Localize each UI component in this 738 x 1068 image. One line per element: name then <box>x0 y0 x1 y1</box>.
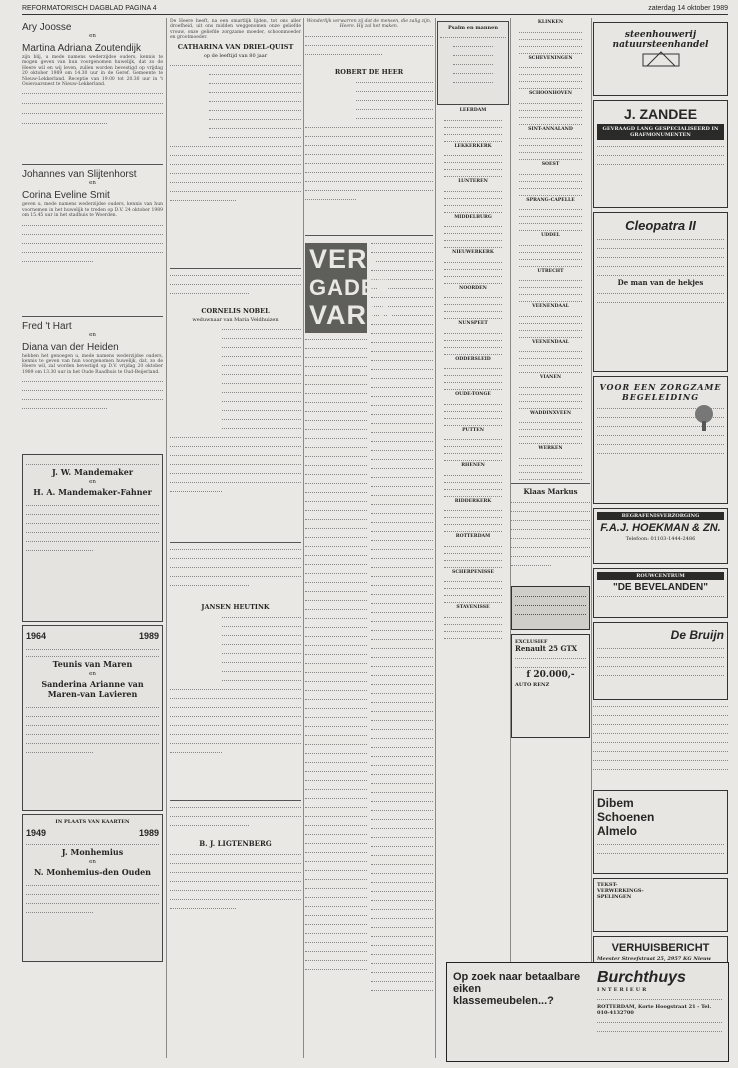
ad-exclusief-company: AUTO RENZ <box>515 681 550 688</box>
service-line <box>519 39 582 40</box>
ad-steenhouwerij <box>593 22 728 96</box>
service-line <box>444 283 502 284</box>
ad-tekst <box>593 878 728 932</box>
anniversary-name: J. Monhemius <box>61 847 124 858</box>
anniversary-name: H. A. Mandemaker-Fahner <box>33 487 152 498</box>
ad-cleopatra <box>593 212 728 372</box>
ad-hoekman-banner <box>597 512 724 520</box>
service-line <box>519 67 582 68</box>
service-line <box>519 117 582 118</box>
service-line <box>444 418 502 419</box>
service-line <box>519 145 582 146</box>
church-location: MIDDELBURG <box>454 214 492 220</box>
service-line <box>444 198 502 199</box>
service-line <box>519 422 582 423</box>
announcement-text: hebben het genoegen u, mede namens wederzijdse ouders, kennis te geven van hun voorgenomen huwelijk, dat, zo de Heere wil, zal worden bevestigd op D.V. vrijdag 20 oktober 1989 om 13.30 uur in het Oude Raadhuis te Oud-Beijerland. <box>22 353 163 375</box>
service-line <box>444 624 502 625</box>
text-block <box>170 549 301 601</box>
church-location: PUTTEN <box>462 427 484 433</box>
service-line <box>444 489 502 490</box>
service-line <box>444 617 502 618</box>
column-divider <box>166 18 167 1058</box>
church-location: NIEUWERKERK <box>452 250 494 255</box>
page-header <box>22 3 728 15</box>
service-line <box>519 103 582 104</box>
ad-line: steenhouwerij <box>624 30 697 40</box>
vergader-varia-banner <box>305 243 397 333</box>
announcement-name: Fred 't Hart <box>22 320 72 332</box>
anniversary-name: N. Monhemius-den Ouden <box>34 867 151 878</box>
anniversary-box <box>22 625 163 811</box>
church-location: ODDERSLEID <box>455 356 491 362</box>
service-line <box>444 155 502 156</box>
service-line <box>519 472 582 473</box>
anniversary-box <box>22 814 163 962</box>
church-location: LEKKERKERK <box>454 143 492 149</box>
service-line <box>444 240 502 241</box>
text-block <box>22 225 163 313</box>
ad-begeleiding <box>593 376 728 504</box>
service-line <box>444 475 502 476</box>
service-line <box>519 181 582 182</box>
ad-tekst-line: TEKST- <box>597 882 618 888</box>
service-line <box>444 560 502 561</box>
service-line <box>519 323 582 324</box>
divider <box>22 164 163 165</box>
service-line <box>444 347 502 348</box>
ad-zandee <box>593 100 728 208</box>
obituary-intro: De Heere heeft, na een smartlijk lijden, tot ons aller droefheid, uit ons midden weggenomen onze geliefde vrouw, onze geliefde zorgzame moeder, schoonmoeder en grootmoeder. <box>170 19 301 41</box>
church-location: VEENENDAAL <box>532 339 569 345</box>
service-line <box>519 458 582 459</box>
service-line <box>444 262 502 263</box>
service-line <box>444 375 502 376</box>
church-location: VIANEN <box>539 375 562 380</box>
service-line <box>444 120 502 121</box>
psalm-box <box>437 21 509 105</box>
announcement-name: Ary Joosse <box>22 22 72 33</box>
service-line <box>519 188 582 189</box>
text-block <box>511 502 590 582</box>
service-line <box>444 460 502 461</box>
church-location: NUNSPEET <box>458 321 488 326</box>
church-location: SCHERPENISSE <box>452 569 494 575</box>
obituary-sub: weduwnaar van Maria Veldhuizen <box>192 316 279 323</box>
church-location: SCHEVENINGEN <box>528 55 573 61</box>
year-row <box>26 826 159 840</box>
anniversary-conjunction: en <box>89 671 96 678</box>
service-line <box>444 226 502 227</box>
vergader-section <box>305 239 433 989</box>
year-end: 1989 <box>138 828 159 839</box>
anniversary-conjunction: en <box>89 479 96 486</box>
column-announcements <box>22 18 163 1058</box>
box-title: IN PLAATS VAN KAARTEN <box>55 819 130 826</box>
ad-rouwcentrum-title: ROUWCENTRUM <box>636 573 685 579</box>
service-line <box>444 439 502 440</box>
column-ads <box>593 18 728 1058</box>
service-line <box>519 174 582 175</box>
announcement-conjunction: en <box>89 180 96 187</box>
service-line <box>444 340 502 341</box>
service-line <box>519 429 582 430</box>
church-location: WADDINXVEEN <box>529 410 572 416</box>
ad-exclusief <box>511 634 590 738</box>
service-line <box>444 169 502 170</box>
church-location: SPRANG-CAPELLE <box>526 197 575 203</box>
ad-tekst-line: VERWERKINGS- <box>597 888 644 894</box>
ad-exclusief-price: f 20.000,- <box>526 669 575 680</box>
obituary-name: JANSEN HEUTINK <box>201 602 270 611</box>
church-location: UDDEL <box>541 233 560 238</box>
tree-icon <box>684 404 724 432</box>
text-block <box>170 617 301 797</box>
year-start: 1949 <box>26 828 47 839</box>
service-line <box>519 479 582 480</box>
service-line <box>519 138 582 139</box>
service-line <box>519 88 582 89</box>
service-line <box>519 287 582 288</box>
divider <box>305 235 433 236</box>
service-line <box>444 141 502 142</box>
service-line <box>444 638 502 639</box>
meeting-listings <box>371 239 433 979</box>
meeting-listings <box>305 339 367 989</box>
year-row <box>26 629 159 643</box>
service-line <box>444 233 502 234</box>
service-line <box>519 46 582 47</box>
ad-begeleiding-title: VOOR EEN ZORGZAME BEGELEIDING <box>599 382 722 402</box>
divider <box>511 483 590 484</box>
service-line <box>519 387 582 388</box>
paper-date: zaterdag 14 oktober 1989 <box>648 5 728 12</box>
service-line <box>444 304 502 305</box>
service-line <box>519 294 582 295</box>
text-block <box>22 381 163 451</box>
ad-hoekman-name: F.A.J. HOEKMAN & ZN. <box>600 522 721 534</box>
service-line <box>444 546 502 547</box>
anniversary-name: Sanderina Arianne van Maren-van Lavieren <box>41 679 144 700</box>
ad-rouwcentrum <box>593 568 728 618</box>
service-line <box>519 358 582 359</box>
column-divider <box>591 18 592 1058</box>
ad-cleopatra-name: Cleopatra II <box>625 218 696 233</box>
service-line <box>444 205 502 206</box>
service-line <box>444 588 502 589</box>
banner-word: VARIA <box>309 299 397 330</box>
ad-burchthuys <box>446 962 729 1062</box>
service-line <box>519 195 582 196</box>
obituary-name: CATHARINA VAN DRIEL-QUIST <box>177 42 294 51</box>
service-line <box>444 212 502 213</box>
obituary-name: CORNELIS NOBEL <box>201 306 270 315</box>
obituary-sub: op de leeftijd van 80 jaar <box>203 52 268 59</box>
service-line <box>519 266 582 267</box>
service-line <box>444 297 502 298</box>
divider <box>22 316 163 317</box>
announcement-name: Martina Adriana Zoutendijk <box>22 43 141 54</box>
ad-zandee-sub: GEVRAAGD LANG GESPECIALISEERD IN GRAFMONUMENTEN <box>602 126 719 138</box>
announcement-name: Diana van der Heiden <box>22 341 119 353</box>
service-line <box>519 259 582 260</box>
service-line <box>519 316 582 317</box>
year-end: 1989 <box>138 631 159 642</box>
text-block <box>305 36 433 66</box>
service-line <box>444 496 502 497</box>
service-line <box>444 510 502 511</box>
service-line <box>519 301 582 302</box>
service-line <box>444 581 502 582</box>
church-location: ROTTERDAM <box>455 534 491 539</box>
ad-zandee-name: J. ZANDEE <box>623 106 698 122</box>
anniversary-name: J. W. Mandemaker <box>51 467 134 478</box>
text-block <box>170 65 301 265</box>
ad-burchthuys-sub: INTERIEUR <box>597 987 649 993</box>
church-location: OUDE-TONGE <box>455 392 491 397</box>
service-line <box>519 110 582 111</box>
ad-burchthuys-right <box>597 969 722 1032</box>
service-line <box>444 382 502 383</box>
service-line <box>519 32 582 33</box>
service-line <box>519 209 582 210</box>
church-location: KLINKEN <box>537 20 564 25</box>
ad-burchthuys-address: ROTTERDAM, Korte Hoogstraat 21 - Tel. 010-4132700 <box>597 1004 712 1016</box>
service-line <box>519 81 582 82</box>
service-line <box>519 372 582 373</box>
year-start: 1964 <box>26 631 47 642</box>
church-location: SCHOONHOVEN <box>528 91 573 96</box>
service-line <box>444 389 502 390</box>
ad-burchthuys-slogan: Op zoek naar betaalbare eiken klassemeubelen...? <box>453 971 581 1007</box>
service-line <box>444 567 502 568</box>
service-line <box>519 280 582 281</box>
service-line <box>444 453 502 454</box>
ad-exclusief-car: Renault 25 GTX <box>515 643 578 653</box>
service-line <box>519 365 582 366</box>
divider <box>170 800 301 801</box>
ad-hoekman-title: BEGRAFENISVERZORGING <box>621 513 700 519</box>
text-block <box>170 854 301 924</box>
service-line <box>444 446 502 447</box>
service-line <box>519 74 582 75</box>
service-line <box>519 124 582 125</box>
vergader-column <box>305 239 397 989</box>
service-line <box>519 465 582 466</box>
column-obituaries-2 <box>305 18 433 1058</box>
ad-de-bruijn <box>593 622 728 700</box>
service-line <box>444 517 502 518</box>
service-line <box>519 394 582 395</box>
service-line <box>519 152 582 153</box>
ad-burchthuys-brand: Burchthuys <box>597 969 686 986</box>
ad-rouwcentrum-banner <box>597 572 724 580</box>
anniversary-conjunction: en <box>89 859 96 866</box>
service-line <box>444 631 502 632</box>
ad-verhuisbericht-address: Meester Streefstraat 25, 2957 KG Nieuw <box>597 956 711 962</box>
service-line <box>444 162 502 163</box>
ad-line: natuursteenhandel <box>612 40 709 50</box>
service-line <box>519 245 582 246</box>
banner-word: GADER <box>309 274 394 300</box>
church-location: LEERDAM <box>459 108 487 113</box>
service-line <box>444 176 502 177</box>
church-location: RHENEN <box>461 463 485 468</box>
service-line <box>444 191 502 192</box>
bible-quote: Wonderlijk verwarren zij dat de mensen, die zalig zijn, Heere. Hij zal het maken. <box>306 19 432 30</box>
announcement-name: Corina Eveline Smit <box>22 190 110 202</box>
ad-dibem <box>593 790 728 874</box>
obituary-name: B. J. LIGTENBERG <box>199 838 272 848</box>
service-line <box>519 443 582 444</box>
service-line <box>444 269 502 270</box>
service-line <box>519 216 582 217</box>
column-divider <box>303 18 304 1058</box>
ad-hoekman <box>593 508 728 564</box>
ad-de-bruijn-name: De Bruijn <box>670 628 724 642</box>
service-line <box>444 524 502 525</box>
column-church-services <box>437 18 509 1058</box>
obituary-name: Klaas Markus <box>523 486 578 496</box>
service-line <box>444 411 502 412</box>
text-block <box>22 93 163 161</box>
service-line <box>519 401 582 402</box>
announcement-name: Johannes van Slijtenhorst <box>22 169 137 181</box>
service-line <box>444 368 502 369</box>
service-line <box>519 436 582 437</box>
service-line <box>444 311 502 312</box>
service-line <box>444 602 502 603</box>
ad-rouwcentrum-name: "DE BEVELANDEN" <box>612 582 709 593</box>
service-line <box>444 134 502 135</box>
ad-dibem-name: Dibem Schoenen Almelo <box>597 796 655 838</box>
service-line <box>444 595 502 596</box>
column-obituaries <box>170 18 301 1058</box>
service-line <box>519 408 582 409</box>
service-line <box>519 351 582 352</box>
service-line <box>444 127 502 128</box>
service-line <box>519 159 582 160</box>
ad-verhuisbericht-title: VERHUISBERICHT <box>611 942 710 954</box>
stone-icon <box>641 50 681 68</box>
text-block <box>170 329 301 539</box>
church-list <box>511 20 590 480</box>
ad-cleopatra-sub: De man van de hekjes <box>617 278 704 287</box>
service-line <box>444 553 502 554</box>
service-line <box>519 230 582 231</box>
church-location: SINT-ANNALAND <box>528 126 573 132</box>
service-line <box>444 354 502 355</box>
church-location: UTRECHT <box>537 268 564 274</box>
obituary-name: ROBERT DE HEER <box>334 67 404 76</box>
service-line <box>444 276 502 277</box>
announcement-text: geven u, mede namens wederzijdse ouders, kennis van hun voornemen in het huwelijk te treden op D.V. 24 oktober 1989 om 15.45 uur in het stadhuis te Woerden. <box>22 202 163 219</box>
anniversary-box <box>22 454 163 622</box>
church-location: NOORDEN <box>459 285 487 291</box>
ad-zandee-banner <box>597 124 724 140</box>
text-block <box>593 706 728 786</box>
divider <box>170 268 301 269</box>
service-line <box>519 337 582 338</box>
anniversary-name: Teunis van Maren <box>52 659 133 670</box>
ad-exclusief-title: EXCLUSIEF <box>515 638 548 645</box>
service-line <box>519 252 582 253</box>
service-line <box>444 425 502 426</box>
column-church-services-2 <box>511 18 590 1058</box>
church-location: WERKEN <box>538 446 563 451</box>
divider <box>170 542 301 543</box>
service-line <box>519 330 582 331</box>
text-block <box>170 275 301 305</box>
church-location: RIDDERKERK <box>454 498 492 504</box>
service-line <box>519 53 582 54</box>
banner-word: VER- <box>309 243 378 274</box>
church-list <box>437 108 509 639</box>
column-divider <box>435 18 436 1058</box>
psalm-box-title: Psalm en mannen <box>448 25 498 31</box>
paper-title: REFORMATORISCH DAGBLAD PAGINA 4 <box>22 5 157 12</box>
church-location: STAVENISSE <box>456 605 490 610</box>
text-block <box>305 82 433 232</box>
announcement-conjunction: en <box>89 33 96 39</box>
service-line <box>444 404 502 405</box>
ad-tekst-line: SPELINGEN <box>597 894 632 900</box>
text-block <box>170 807 301 837</box>
announcement-conjunction: en <box>89 331 96 338</box>
ad-hoekman-phone: Telefoon: 01103-1444-2486 <box>625 536 696 542</box>
announcement-text: zijn blij, u mede namens wederzijdse ouders, kennis te mogen geven van hun voorgenomen huwelijk, dat zo de Heere wil en wij leven, zullen worden bevestigd op vrijdag 20 oktober 1989 om 14.30 uur in de Geref. Gemeente te Nieuw-Lekkerland. Receptie van 19.00 tot 20.30 uur in 't Ooievaarsnest te Nieuw-Lekkerland. <box>22 55 163 88</box>
service-line <box>444 333 502 334</box>
church-location: VEENENDAAL <box>532 304 569 309</box>
service-line <box>444 318 502 319</box>
service-line <box>444 531 502 532</box>
service-line <box>444 482 502 483</box>
ad-dark <box>511 586 590 630</box>
church-location: LUNTEREN <box>458 179 488 184</box>
service-line <box>519 223 582 224</box>
church-location: SOEST <box>541 162 560 167</box>
service-line <box>444 247 502 248</box>
